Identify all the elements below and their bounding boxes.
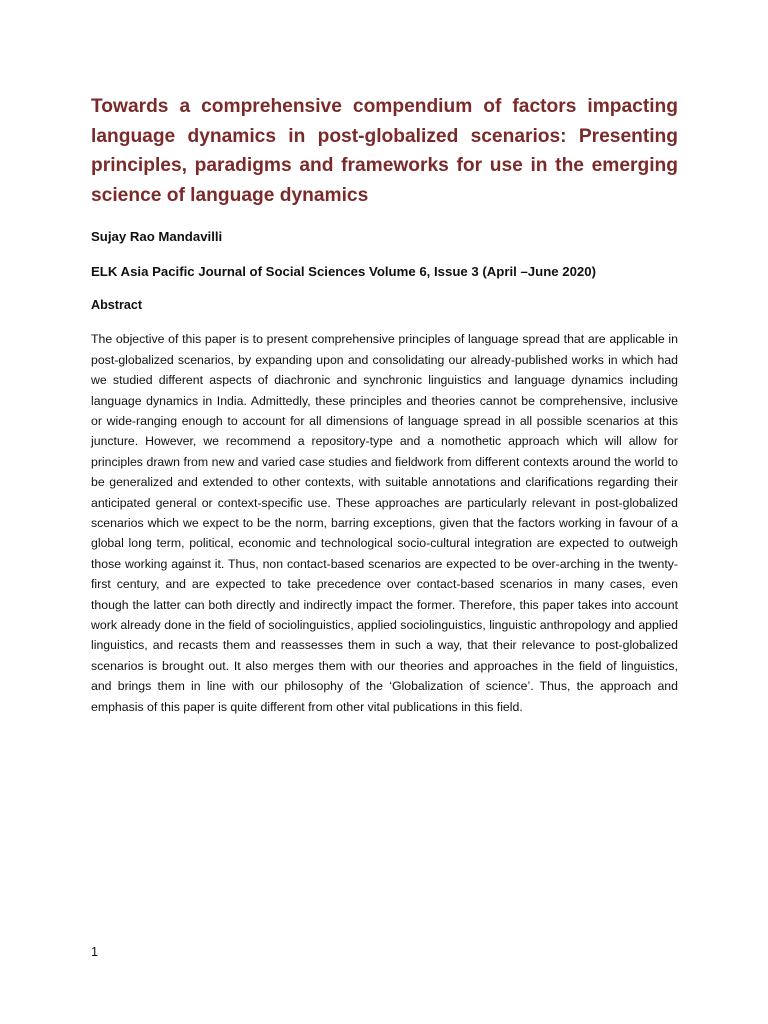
journal-citation: ELK Asia Pacific Journal of Social Sciences Volume 6, Issue 3 (April –June 2020)	[91, 264, 596, 280]
author-name: Sujay Rao Mandavilli	[91, 229, 223, 245]
abstract-heading: Abstract	[91, 298, 143, 313]
page-number: 1	[91, 945, 99, 959]
abstract-body: The objective of this paper is to present comprehensive principles of language spread that are applicable in post-globalized scenarios, by expanding upon and consolidating our already-published works in which had we studied different aspects of diachronic and synchronic linguistics and language dynamics including language dynamics in India. Admittedly, these principles and theories cannot be comprehensive, inclusive or wide-ranging enough to account for all dimensions of language spread in all possible scenarios at this juncture. However, we recommend a repository-type and a nomothetic approach which will allow for principles drawn from new and varied case studies and fieldwork from different contexts around the world to be generalized and extended to other contexts, with suitable annotations and clarifications regarding their anticipated general or context-specific use. These approaches are particularly relevant in post-globalized scenarios which we expect to be the norm, barring exceptions, given that the factors working in favour of a global long term, political, economic and technological socio-cultural integration are expected to outweigh those working against it. Thus, non contact-based scenarios are expected to be over-arching in the twenty-first century, and are expected to take precedence over contact-based scenarios in many cases, even though the latter can both directly and indirectly impact the former. Therefore, this paper takes into account work already done in the field of sociolinguistics, applied sociolinguistics, linguistic anthropology and applied linguistics, and recasts them and reassesses them in such a way, that their relevance to post-globalized scenarios is brought out. It also merges them with our theories and approaches in the field of linguistics, and brings them in line with our philosophy of the ‘Globalization of science’. Thus, the approach and emphasis of this paper is quite different from other vital publications in this field.	[91, 332, 678, 714]
page-content	[91, 92, 678, 717]
paper-title: Towards a comprehensive compendium of factors impacting language dynamics in post-globalized scenarios: Presenting principles, paradigms and frameworks for use in the emerging science of language dynamics	[91, 96, 678, 206]
